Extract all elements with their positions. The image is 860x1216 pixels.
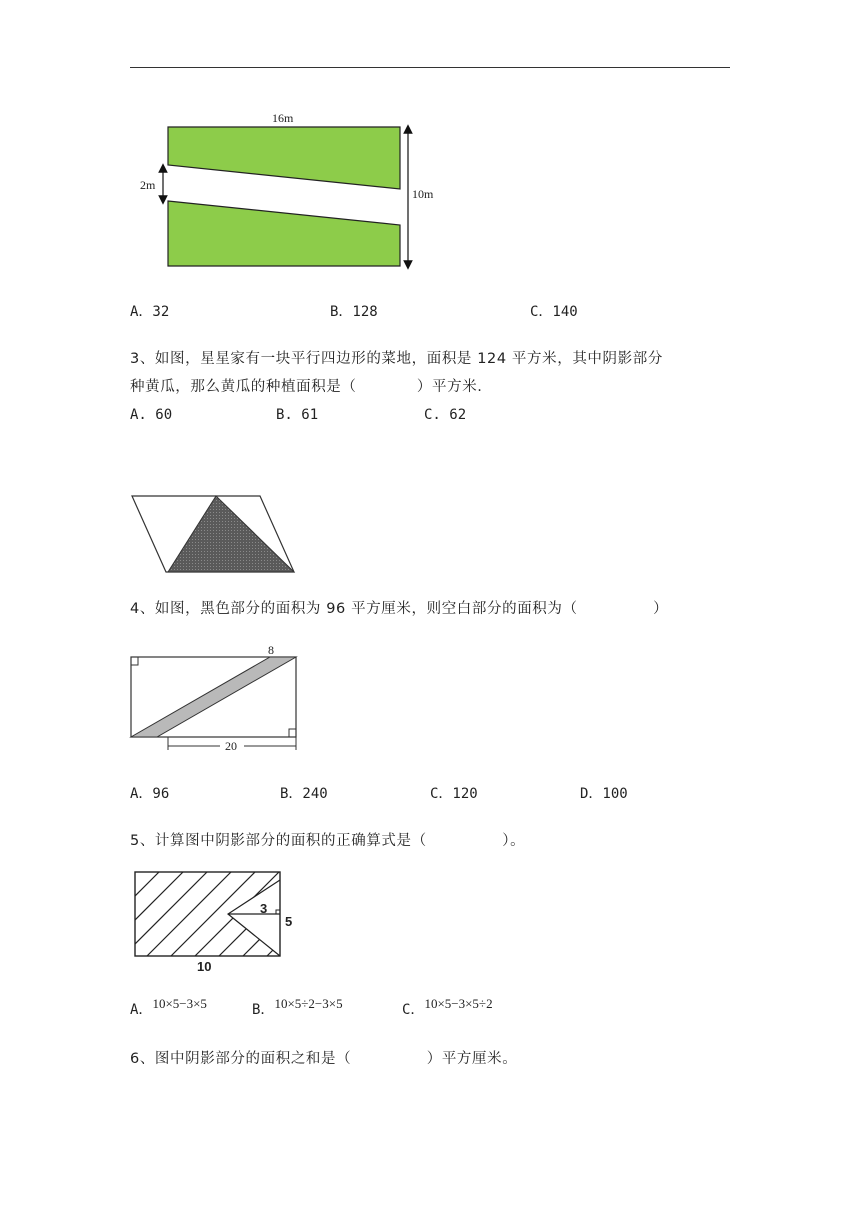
q4-option-a: A．96 [130, 786, 170, 802]
label-5: 5 [285, 914, 293, 929]
q2-option-a: A．32 [130, 304, 170, 320]
q4-option-c: C．120 [430, 786, 478, 802]
q4-option-b: B．240 [280, 786, 328, 802]
q4-option-d: D．100 [580, 786, 628, 802]
figure-green-field [130, 105, 450, 275]
green-upper-region [168, 127, 400, 189]
q2-option-b: B．128 [330, 304, 378, 320]
q3-option-a: A. 60 [130, 407, 173, 423]
label-3: 3 [260, 901, 268, 916]
figure-parallelogram [128, 490, 303, 580]
header-rule [130, 67, 730, 68]
label-16m: 16m [272, 111, 294, 125]
label-8: 8 [268, 643, 274, 657]
q3-text-line1: 3、如图，星星家有一块平行四边形的菜地，面积是 124 平方米，其中阴影部分 [130, 351, 663, 367]
label-10m: 10m [412, 187, 434, 201]
label-20: 20 [225, 739, 237, 753]
q3-option-b: B. 61 [276, 407, 319, 423]
q3-text-line2: 种黄瓜，那么黄瓜的种植面积是（ ）平方米. [130, 379, 483, 395]
q3-option-c: C. 62 [424, 407, 467, 423]
q5-option-b: B．$^{10\times 5\div 2-3\times 5}$ [252, 996, 343, 1018]
green-lower-region [168, 201, 400, 266]
q2-option-c: C．140 [530, 304, 578, 320]
q4-text: 4、如图，黑色部分的面积为 96 平方厘米，则空白部分的面积为（ ） [130, 601, 669, 617]
q5-text: 5、计算图中阴影部分的面积的正确算式是（ ）。 [130, 833, 526, 849]
q6-text: 6、图中阴影部分的面积之和是（ ）平方厘米。 [130, 1051, 518, 1067]
figure-rectangle-strip [130, 640, 305, 755]
figure-hatched-rectangle [135, 872, 300, 977]
label-2m: 2m [140, 178, 156, 192]
q5-option-a: A．$^{10\times 5-3\times 5}$ [130, 996, 207, 1018]
label-10: 10 [197, 959, 212, 974]
q5-option-c: C．$^{10\times 5-3\times 5\div 2}$ [402, 996, 493, 1018]
